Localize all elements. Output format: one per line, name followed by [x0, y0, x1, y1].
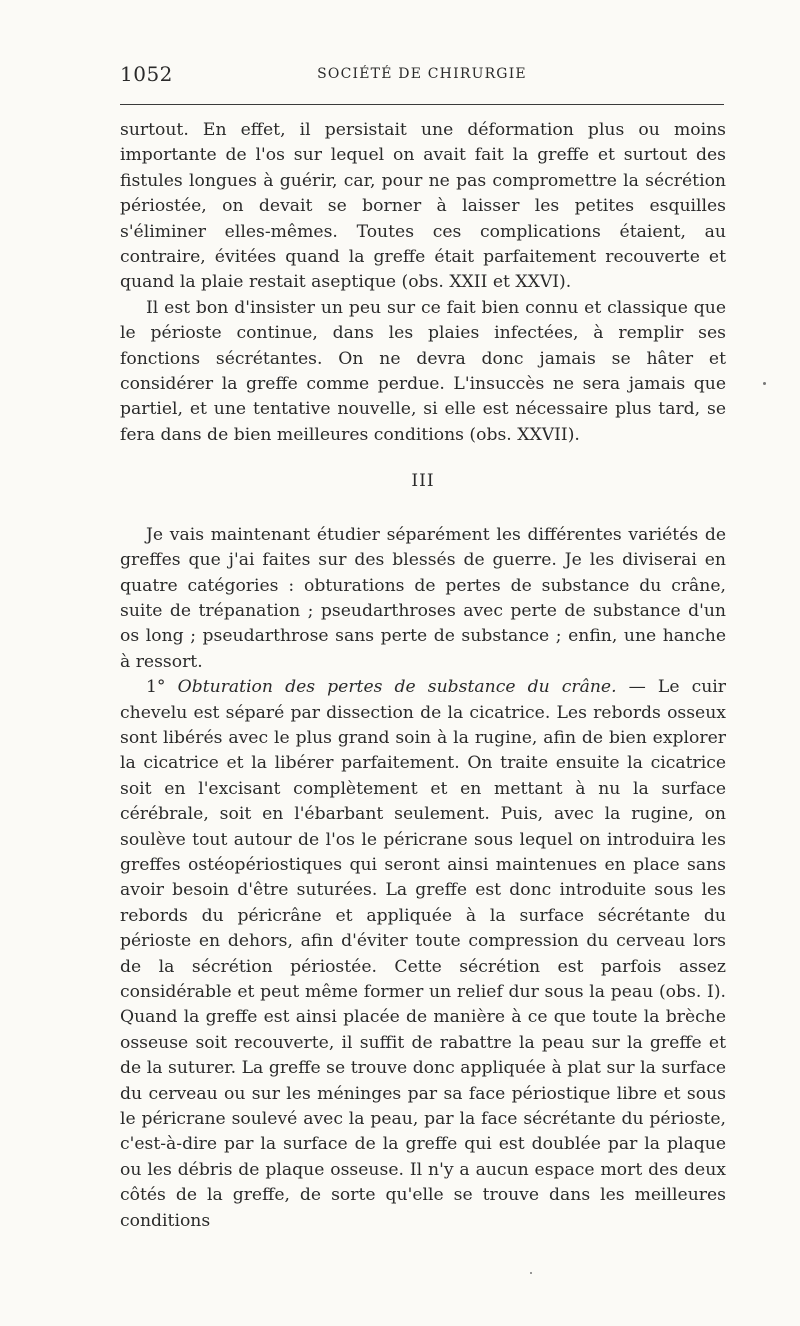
- header-rule: [120, 104, 724, 105]
- paper-speck: [530, 1272, 532, 1274]
- section-subtitle: Obturation des pertes de substance du crâne.: [177, 677, 617, 698]
- paragraph-4-lead: 1°: [146, 677, 178, 698]
- paper-speck: [763, 382, 766, 385]
- paragraph-2: Il est bon d'insister un peu sur ce fait bien connu et classique que le périoste continue, dans les plaies infectées, à remplir ses fonctions sécrétantes. On ne devra donc jamais se hâter et considérer la greffe comme perdue. L'insuccès ne sera jamais que partiel, et une tentative nouvelle, si elle est nécessaire plus tard, se fera dans de bien meilleures conditions (obs. XXVII).: [120, 297, 726, 445]
- paragraph-1: surtout. En effet, il persistait une déformation plus ou moins importante de l'os sur lequel on avait fait la greffe et surtout des fistules longues à guérir, car, pour ne pas compromettre la sécrétion périostée, on devait se borner à laisser les petites esquilles s'éliminer elles-mêmes. Toutes ces complications étaient, au contraire, évitées quand la greffe était parfaitement recouverte et quand la plaie restait aseptique (obs. XXII et XXVI).: [120, 120, 726, 293]
- paragraph-4: [120, 675, 726, 1234]
- paragraph-3: Je vais maintenant étudier séparément les différentes variétés de greffes que j'ai faites sur des blessés de guerre. Je les diviserai en quatre catégories : obturations de pertes de substance du crâne, suite de trépanation ; pseudarthroses avec perte de substance d'un os long ; pseudarthrose sans perte de substance ; enfin, une hanche à ressort.: [120, 524, 726, 672]
- section-number: III: [411, 471, 435, 492]
- running-head: [120, 62, 724, 88]
- body-text: [120, 118, 726, 1234]
- paragraph-4-text: — Le cuir chevelu est séparé par dissection de la cicatrice. Les rebords osseux sont libérés avec le plus grand soin à la rugine, afin de bien explorer la cicatrice et la libérer parfaitement. On traite ensuite la cicatrice soit en l'excisant complètement et en mettant à nu la surface cérébrale, soit en l'ébarbant seulement. Puis, avec la rugine, on soulève tout autour de l'os le péricrane sous lequel on introduira les greffes ostéopériostiques qui seront ainsi maintenues en place sans avoir besoin d'être suturées. La greffe est donc introduite sous les rebords du péricrâne et appliquée à la surface sécrétante du périoste en dehors, afin d'éviter toute compression du cerveau lors de la sécrétion périostée. Cette sécrétion est parfois assez considérable et peut même former un relief dur sous la peau (obs. I). Quand la greffe est ainsi placée de manière à ce que toute la brèche osseuse soit recouverte, il suffit de rabattre la peau sur la greffe et de la suturer. La greffe se trouve donc appliquée à plat sur la surface du cerveau ou sur les méninges par sa face périostique libre et sous le péricrane soulevé avec la peau, par la face sécrétante du périoste, c'est-à-dire par la surface de la greffe qui est doublée par la plaque ou les débris de plaque osseuse. Il n'y a aucun espace mort des deux côtés de la greffe, de sorte qu'elle se trouve dans les meilleures conditions: [120, 677, 726, 1231]
- running-title: SOCIÉTÉ DE CHIRURGIE: [317, 66, 527, 82]
- page-number: 1052: [120, 62, 173, 86]
